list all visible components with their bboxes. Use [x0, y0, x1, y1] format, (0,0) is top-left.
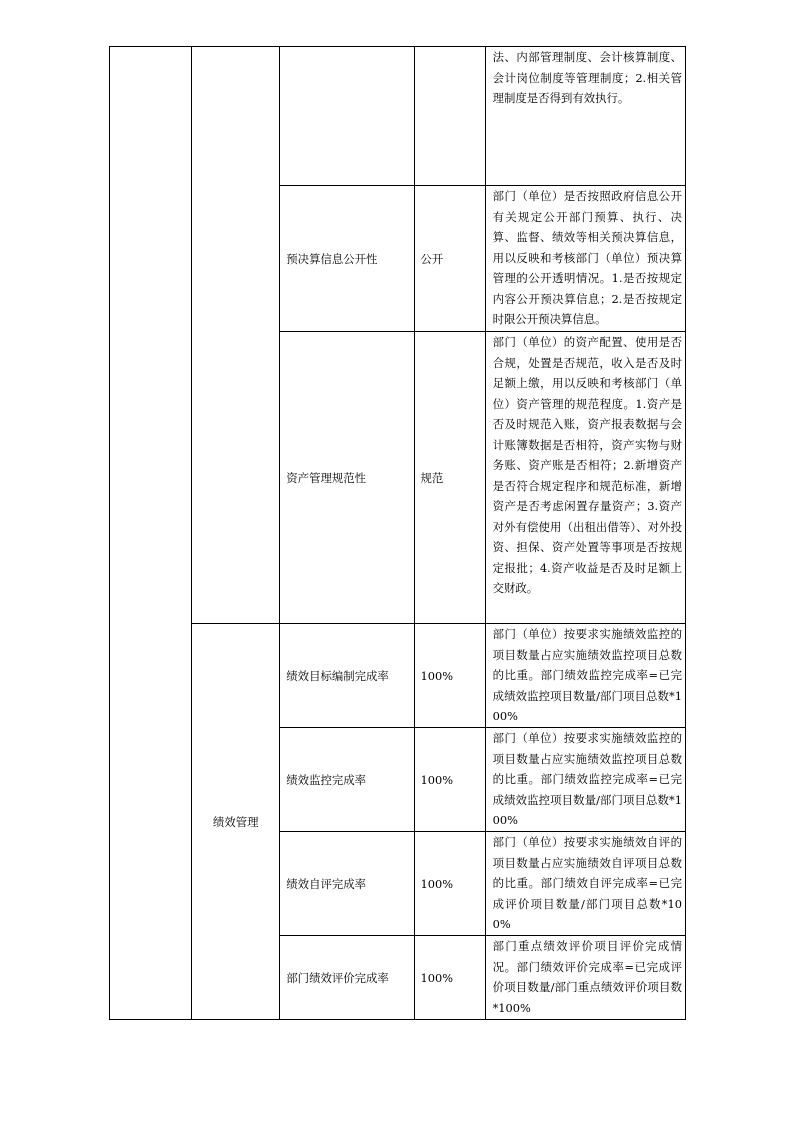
indicator-name: 绩效目标编制完成率 [280, 624, 414, 728]
indicator-description: 部门重点绩效评价项目评价完成情况。部门绩效评价完成率=已完成评价项目数量/部门重点绩效评价项目数*100% [485, 936, 685, 1020]
indicator-value: 公开 [414, 186, 485, 332]
indicator-value: 100% [414, 936, 485, 1020]
indicator-value: 100% [414, 832, 485, 936]
indicator-name: 部门绩效评价完成率 [280, 936, 414, 1020]
indicator-description: 部门（单位）按要求实施绩效监控的项目数量占应实施绩效监控项目总数的比重。部门绩效监控完成率=已完成绩效监控项目数量/部门项目总数*100% [485, 624, 685, 728]
indicator-description: 部门（单位）按要求实施绩效监控的项目数量占应实施绩效监控项目总数的比重。部门绩效监控完成率=已完成绩效监控项目数量/部门项目总数*100% [485, 728, 685, 832]
indicator-description: 部门（单位）的资产配置、使用是否合规，处置是否规范，收入是否及时足额上缴，用以反映和考核部门（单位）资产管理的规范程度。1.资产是否及时规范入账，资产报表数据与会计账簿数据是否相符，资产实物与财务账、资产账是否相符；2.新增资产是否符合规定程序和规范标准，新增资产是否考虑闲置存量资产；3.资产对外有偿使用（出租出借等）、对外投资、担保、资产处置等事项是否按规定报批；4.资产收益是否及时足额上交财政。 [485, 332, 685, 624]
indicator-name: 资产管理规范性 [280, 332, 414, 624]
indicator-description: 部门（单位）是否按照政府信息公开有关规定公开部门预算、执行、决算、监督、绩效等相关预决算信息，用以反映和考核部门（单位）预决算管理的公开透明情况。1.是否按规定内容公开预决算信息；2.是否按规定时限公开预决算信息。 [485, 186, 685, 332]
indicator-name: 预决算信息公开性 [280, 186, 414, 332]
indicator-value [414, 47, 485, 186]
table-row [110, 47, 686, 186]
indicator-description: 法、内部管理制度、会计核算制度、会计岗位制度等管理制度；2.相关管理制度是否得到有效执行。 [485, 47, 685, 186]
indicator-table [109, 46, 686, 1020]
indicator-value: 规范 [414, 332, 485, 624]
indicator-value: 100% [414, 728, 485, 832]
indicator-name: 绩效自评完成率 [280, 832, 414, 936]
table-row [110, 624, 686, 728]
category-cell: 绩效管理 [192, 624, 280, 1020]
level1-cell [110, 47, 192, 1020]
indicator-name [280, 47, 414, 186]
level2-cell [192, 47, 280, 624]
indicator-description: 部门（单位）按要求实施绩效自评的项目数量占应实施绩效自评项目总数的比重。部门绩效自评完成率=已完成评价项目数量/部门项目总数*100% [485, 832, 685, 936]
indicator-value: 100% [414, 624, 485, 728]
indicator-name: 绩效监控完成率 [280, 728, 414, 832]
